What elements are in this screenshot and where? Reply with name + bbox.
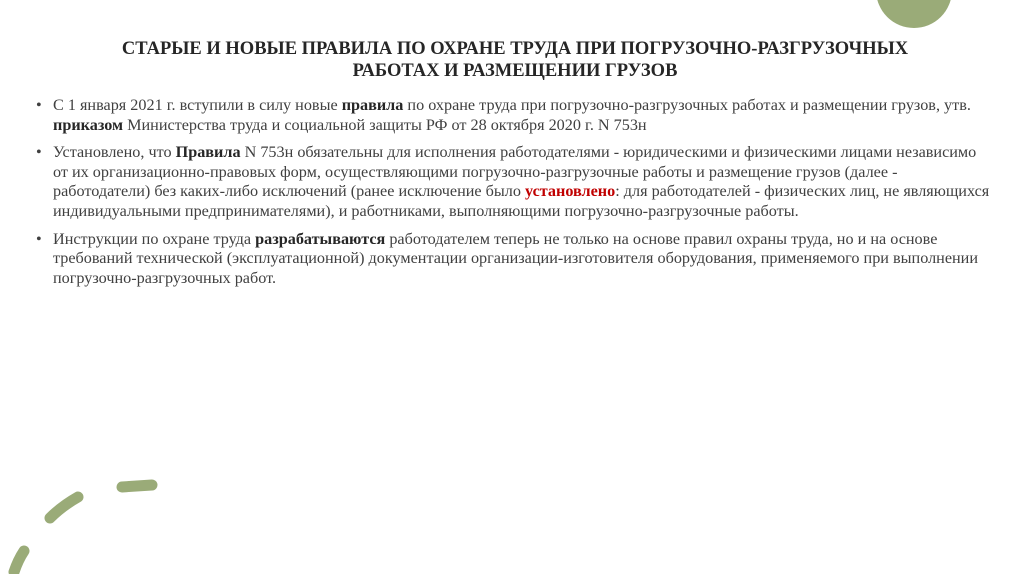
title-line-2: РАБОТАХ И РАЗМЕЩЕНИИ ГРУЗОВ: [352, 61, 678, 81]
title-line-1: СТАРЫЕ И НОВЫЕ ПРАВИЛА ПО ОХРАНЕ ТРУДА ПРИ ПОГРУЗОЧНО-РАЗГРУЗОЧНЫХ: [121, 39, 909, 59]
bullet-item-1: [36, 96, 991, 135]
bullet-item-2: [36, 143, 991, 221]
bullet-text: по охране труда при погрузочно-разгрузочных работах и размещении грузов, утв.: [403, 96, 971, 114]
bullet-text: С 1 января 2021 г. вступили в силу новые: [53, 96, 342, 114]
bold-term: приказом: [53, 115, 124, 134]
bullet-item-3: [36, 230, 991, 289]
decorative-circle: [876, 0, 952, 28]
bullet-text: Министерства труда и социальной защиты РФ от 28 октября 2020 г. N 753н: [123, 115, 647, 134]
bullet-mark: •: [36, 229, 42, 248]
bullet-text: работодателем теперь не только на основе правил охраны труда, но и на основе требований технической (эксплуатационной) документации организации-изготовителя оборудования, применяемого при выполнении погрузочно-разгрузочных работ.: [53, 229, 978, 287]
bullet-mark: •: [36, 96, 42, 114]
bold-term: разрабатываются: [255, 229, 386, 248]
bold-term: правила: [341, 96, 404, 114]
bold-term: Правила: [175, 143, 241, 162]
bullet-text: Инструкции по охране труда: [53, 229, 256, 248]
bullet-text: : для работодателей - физических лиц, не являющихся индивидуальными предпринимателями), и работниками, выполняющими погрузочно-разгрузочные работы.: [53, 182, 990, 220]
slide-title: [40, 38, 990, 82]
highlighted-term: установлено: [524, 182, 616, 201]
bullet-list: [36, 96, 991, 296]
bullet-text: N 753н обязательны для исполнения работодателями - юридическими и физическими лицами независимо от их организационно-правовых форм, осуществляющими погрузочно-разгрузочные работы и размещение грузов (далее - работодатели) без каких-либо исключений (ранее исключение было: [53, 143, 977, 201]
bullet-mark: •: [36, 143, 42, 162]
bullet-text: Установлено, что: [53, 143, 176, 162]
